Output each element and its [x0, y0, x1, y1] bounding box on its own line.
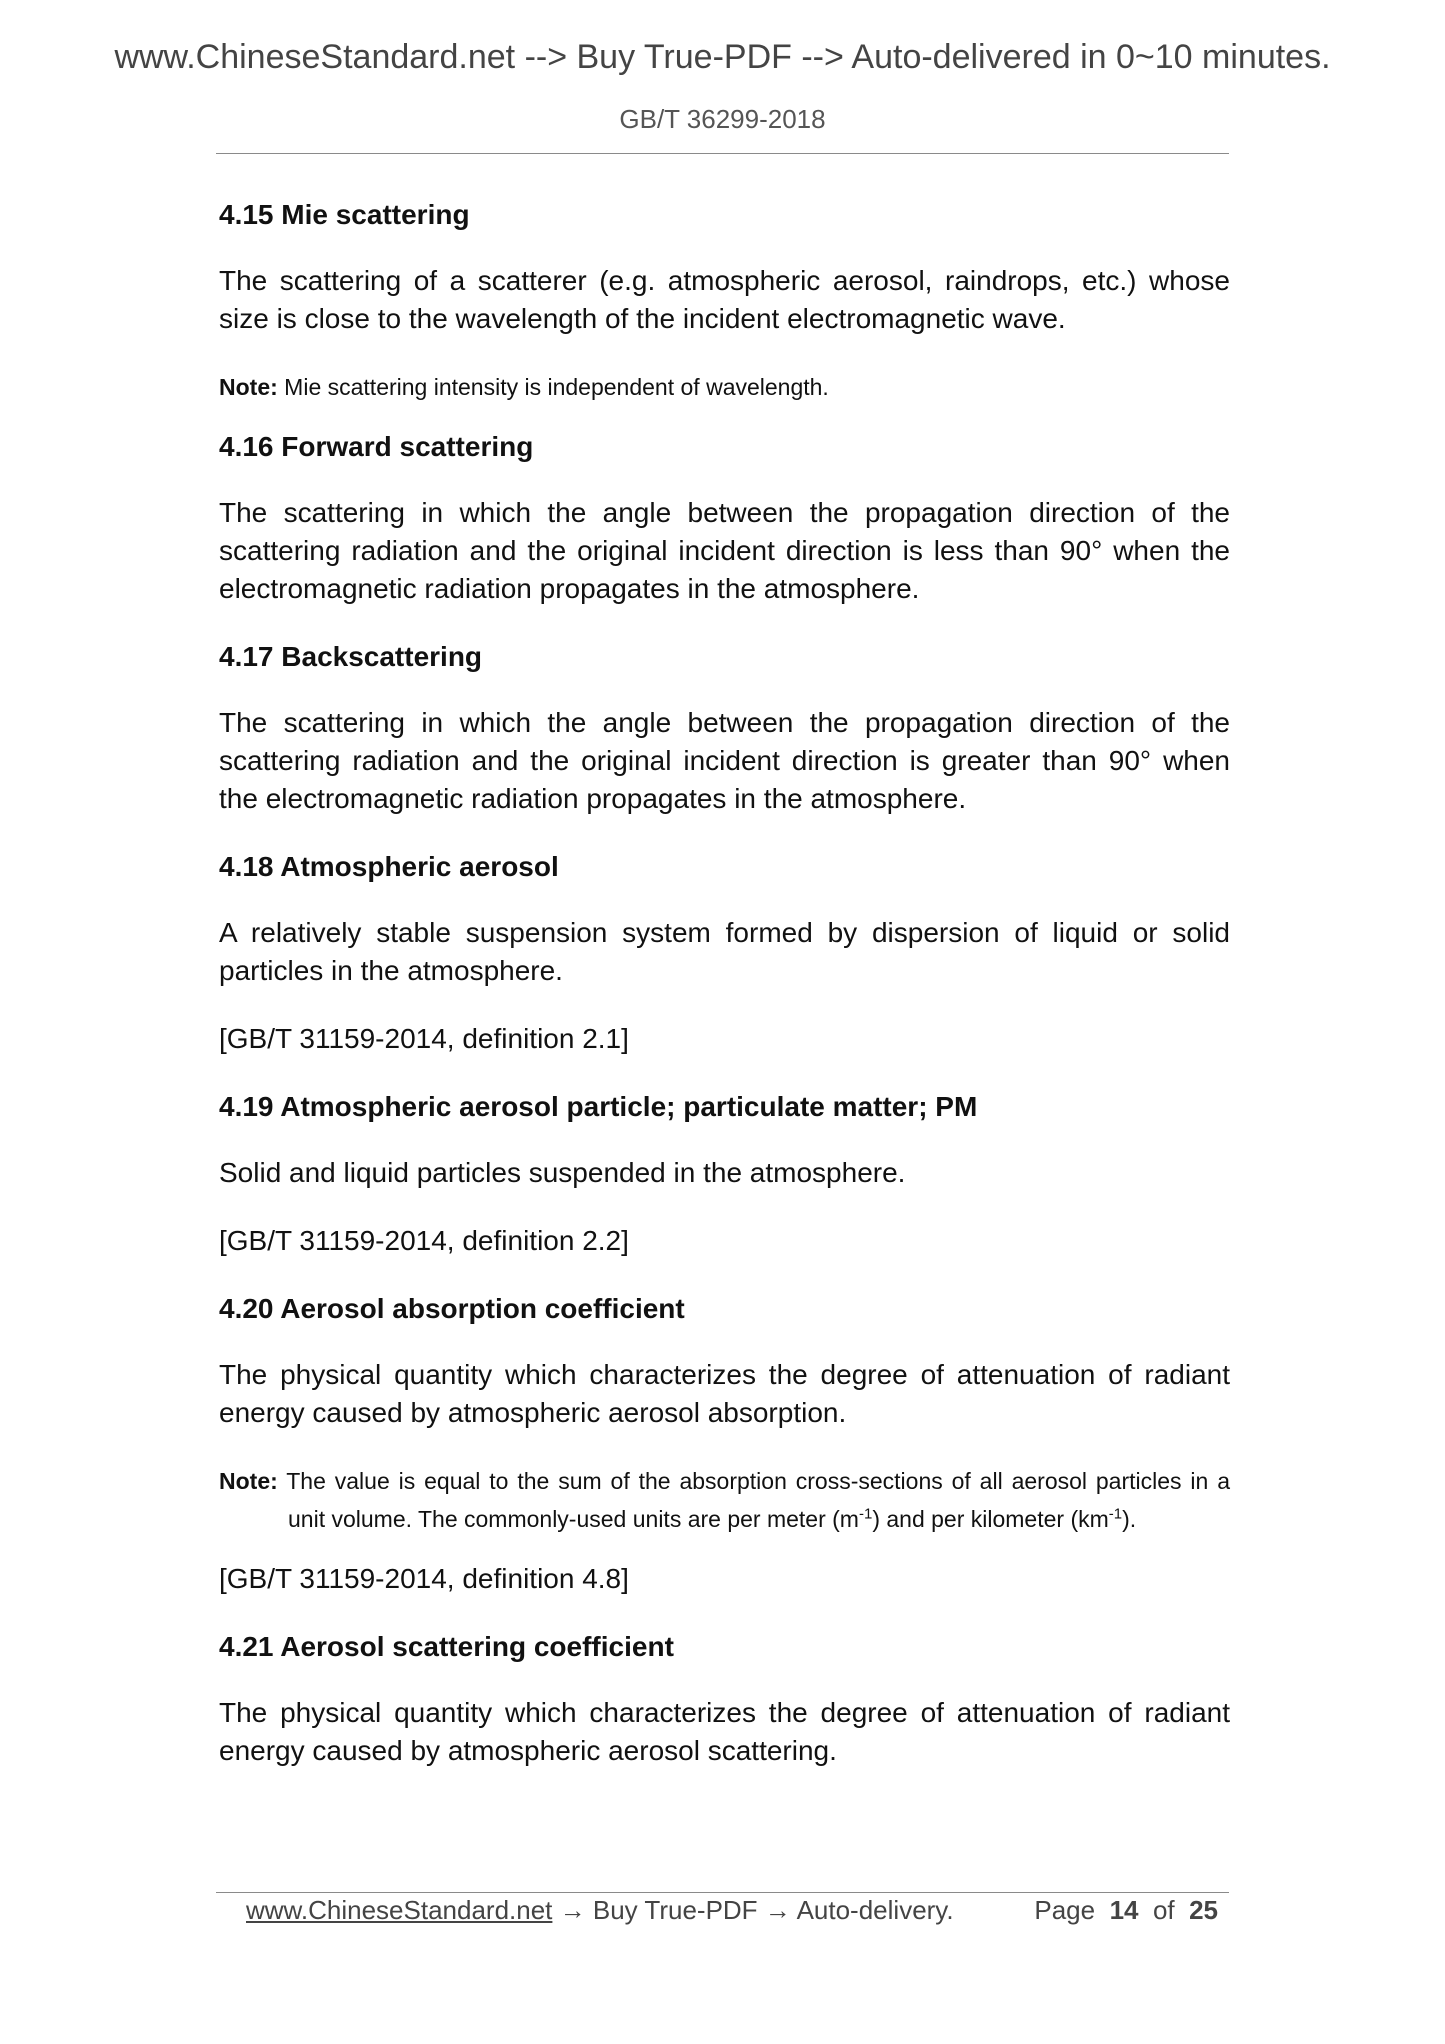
section-reference-4-19: [GB/T 31159-2014, definition 2.2] [219, 1225, 629, 1256]
note-superscript-2: -1 [1108, 1505, 1123, 1523]
note-text-part1: The value is equal to the sum of the absorption cross-sections of all aerosol particles in a unit volume. The commonly-used units are per meter (m [277, 1468, 1230, 1532]
footer-trail: → Buy True-PDF → Auto-delivery. [552, 1895, 954, 1925]
footer-divider [216, 1892, 1229, 1893]
header-divider [216, 153, 1229, 154]
total-pages: 25 [1189, 1895, 1218, 1925]
section-body-4-20: The physical quantity which characterizes the degree of attenuation of radiant energy caused by atmospheric aerosol absorption. [219, 1359, 1230, 1428]
section-note-4-20 [219, 1462, 1230, 1538]
note-text-part2: ) and per kilometer (km [872, 1506, 1109, 1532]
footer-site-link[interactable]: www.ChineseStandard.net [246, 1895, 553, 1925]
of-label: of [1152, 1895, 1175, 1925]
page-footer [246, 1895, 1226, 1931]
page-indicator [1034, 1895, 1218, 1926]
note-superscript-1: -1 [858, 1505, 873, 1523]
section-heading-4-19: 4.19 Atmospheric aerosol particle; particulate matter; PM [219, 1091, 978, 1122]
section-body-4-21: The physical quantity which characterizes the degree of attenuation of radiant energy caused by atmospheric aerosol scattering. [219, 1697, 1230, 1766]
section-heading-4-21: 4.21 Aerosol scattering coefficient [219, 1631, 674, 1662]
section-body-4-17: The scattering in which the angle between the propagation direction of the scattering radiation and the original incident direction is greater than 90° when the electromagnetic radiation propagates in the atmosphere. [219, 707, 1230, 814]
note-text: Mie scattering intensity is independent of wavelength. [277, 374, 829, 400]
section-body-4-16: The scattering in which the angle between the propagation direction of the scattering radiation and the original incident direction is less than 90° when the electromagnetic radiation propagates in the atmosphere. [219, 497, 1230, 604]
note-label: Note: [219, 1468, 278, 1494]
section-reference-4-18: [GB/T 31159-2014, definition 2.1] [219, 1023, 629, 1054]
page-number: 14 [1109, 1895, 1139, 1925]
section-body-4-19: Solid and liquid particles suspended in the atmosphere. [219, 1157, 906, 1188]
section-note-4-15 [219, 368, 1230, 406]
section-heading-4-15: 4.15 Mie scattering [219, 199, 470, 230]
note-label: Note: [219, 374, 278, 400]
section-body-4-18: A relatively stable suspension system formed by dispersion of liquid or solid particles in the atmosphere. [219, 917, 1230, 986]
section-heading-4-18: 4.18 Atmospheric aerosol [219, 851, 559, 882]
section-heading-4-20: 4.20 Aerosol absorption coefficient [219, 1293, 685, 1324]
site-banner: www.ChineseStandard.net --> Buy True-PDF --> Auto-delivered in 0~10 minutes. [114, 38, 1331, 76]
section-reference-4-20: [GB/T 31159-2014, definition 4.8] [219, 1563, 629, 1594]
standard-number: GB/T 36299-2018 [619, 104, 826, 134]
section-heading-4-17: 4.17 Backscattering [219, 641, 483, 672]
page-label: Page [1034, 1895, 1096, 1925]
document-body [219, 196, 1230, 1800]
section-body-4-15: The scattering of a scatterer (e.g. atmospheric aerosol, raindrops, etc.) whose size is close to the wavelength of the incident electromagnetic wave. [219, 265, 1230, 334]
section-heading-4-16: 4.16 Forward scattering [219, 431, 534, 462]
note-text-part3: ). [1122, 1506, 1137, 1532]
